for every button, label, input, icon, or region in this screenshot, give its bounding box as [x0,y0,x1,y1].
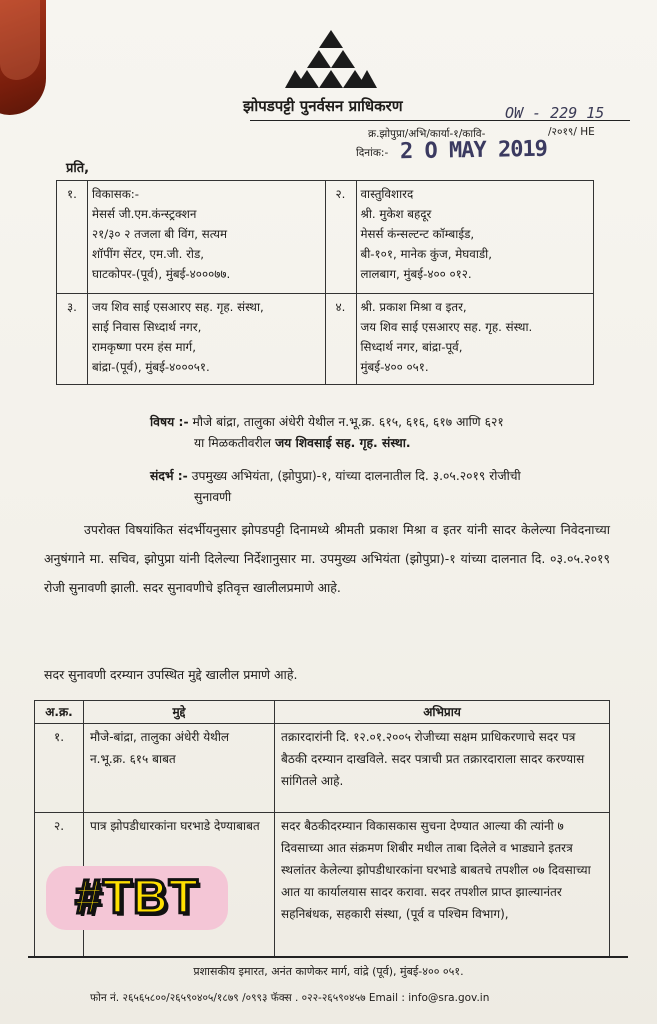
addressee-line: मुंबई-४०० ०५१. [360,360,429,374]
addressee-line: बांद्रा-(पूर्व), मुंबई-४०००५१. [92,360,210,374]
addressee-line: मेसर्स जी.एम.कंन्स्ट्रक्शन [92,207,197,221]
footer-address: प्रशासकीय इमारत, अनंत काणेकर मार्ग, वांद्रे (पूर्व), मुंबई-४०० ०५१. [193,965,464,978]
sra-logo-icon [283,28,379,92]
handwritten-ref: OW - 229 15 [505,104,605,122]
addressee-cell [356,294,594,385]
tbt-text: #TBT [75,871,199,924]
tbt-sticker [46,866,228,930]
row-issue: मौजे-बांद्रा, तालुका अंधेरी येथील न.भू.क्र. ६१५ बाबत [84,724,275,813]
addressee-line: श्री. मुकेश बहदूर [360,207,432,221]
addressee-line: विकासक:- [92,187,139,201]
footer-rule [28,956,628,958]
col-header-issue: मुद्दे [84,701,275,724]
addressee-number: १. [57,181,88,294]
row-number: १. [35,724,84,813]
date-label: दिनांक:- [356,147,389,159]
reference-line2: सुनावणी [194,490,232,504]
issues-intro: सदर सुनावणी दरम्यान उपस्थित मुद्दे खालील प्रमाणे आहे. [44,667,298,682]
addressee-line: जय शिव साई एसआरए सह. गृह. संस्था. [360,320,533,334]
addressee-line: लालबाग, मुंबई-४०० ०१२. [360,267,472,281]
addressee-line: रामकृष्णा परम हंस मार्ग, [92,340,196,354]
col-header-remark: अभिप्राय [275,701,610,724]
footer-contact: फोन नं. २६५६५८००/२६५९०४०५/१८७९ /०९९३ फॅक्स . ०२२-२६५९०४५७ Email : info@sra.gov.in [90,992,490,1004]
row-remark: सदर बैठकीदरम्यान विकासकास सुचना देण्यात आल्या की त्यांनी ७ दिवसाच्या आत संक्रमण शिबीर मधील ताबा दिलेले व भाड्याने इतरत्र स्थलांतर केलेल्या झोपडीधारकांना घरभाडे बाबतचे तपशील ०७ दिवसाच्या आत या कार्यालयास सादर करावा. सदर तपशील प्राप्त झाल्यानंतर सहनिबंधक, सहकारी संस्था, (पूर्व व पश्चिम विभाग), [275,813,610,958]
date-stamp: 2 O MAY 2019 [399,136,548,165]
addressee-cell [88,181,326,294]
row-remark: तक्रारदारांनी दि. १२.०१.२००५ रोजीच्या सक्षम प्राधिकरणाचे सदर पत्र बैठकी दरम्यान दाखविले. सदर पत्राची प्रत तक्रारदाराला सादर करण्यास सांगितले आहे. [275,724,610,813]
org-name: झोपडपट्टी पुनर्वसन प्राधिकरण [243,97,403,115]
addressee-line: २१/३० २ तजला बी विंग, सत्यम [92,227,228,241]
addressee-cell [88,294,326,385]
body-paragraph: उपरोक्त विषयांकित संदर्भीयनुसार झोपडपट्टी दिनामध्ये श्रीमती प्रकाश मिश्रा व इतर यांनी सादर केलेल्या निवेदनाच्या अनुषंगाने मा. सचिव, झोपुप्रा यांनी दिलेल्या निर्देशानुसार मा. उपमुख्य अभियंता (झोपुप्रा)-१ यांच्या दालनात दि. ०३.०५.२०१९ रोजी सुनावणी झाली. सदर सुनावणीचे इतिवृत्त खालीलप्रमाणे आहे. [44,522,610,595]
finger-shadow [0,0,46,115]
subject-line1: मौजे बांद्रा, तालुका अंधेरी येथील न.भू.क्र. ६१५, ६१६, ६१७ आणि ६२१ [192,415,504,429]
ref-line: क्र.झोपुप्रा/अभि/कार्या-१/कावि- [368,128,486,140]
addressee-line: साई निवास सिध्दार्थ नगर, [92,320,202,334]
addressee-line: जय शिव साई एसआरए सह. गृह. संस्था, [92,300,264,314]
addressee-table [56,180,594,385]
addressee-line: श्री. प्रकाश मिश्रा व इतर, [360,300,467,314]
subject-society: जय शिवसाई सह. गृह. संस्था. [275,436,411,450]
subject-block [150,412,620,454]
addressee-line: शॉपींग सेंटर, एम.जी. रोड, [92,247,205,261]
reference-label: संदर्भ :- [150,469,188,483]
reference-block [150,466,620,508]
ref-suffix: /२०१९/ HE [548,126,595,138]
addressee-line: बी-१०१, मानेक कुंज, मेघवाडी, [360,247,492,261]
addressee-line: सिध्दार्थ नगर, बांद्रा-पूर्व, [360,340,463,354]
col-header-serial: अ.क्र. [35,701,84,724]
table-row [35,724,610,813]
subject-label: विषय :- [150,415,189,429]
row-number: २. [35,813,84,958]
addressee-number: २. [325,181,356,294]
to-label: प्रति, [66,161,90,176]
addressee-number: ३. [57,294,88,385]
addressee-line: मेसर्स कंन्सल्टन्ट कॉम्बाईड, [360,227,475,241]
addressee-line: वास्तुविशारद [360,187,414,201]
reference-line1: उपमुख्य अभियंता, (झोपुप्रा)-१, यांच्या दालनातील दि. ३.०५.२०१९ रोजीची [191,469,521,483]
subject-line2-pre: या मिळकतीवरील [194,436,272,450]
addressee-number: ४. [325,294,356,385]
addressee-line: घाटकोपर-(पूर्व), मुंबई-४०००७७. [92,267,231,281]
row-issue: पात्र झोपडीधारकांना घरभाडे देण्याबाबत [84,813,275,958]
addressee-cell [356,181,594,294]
